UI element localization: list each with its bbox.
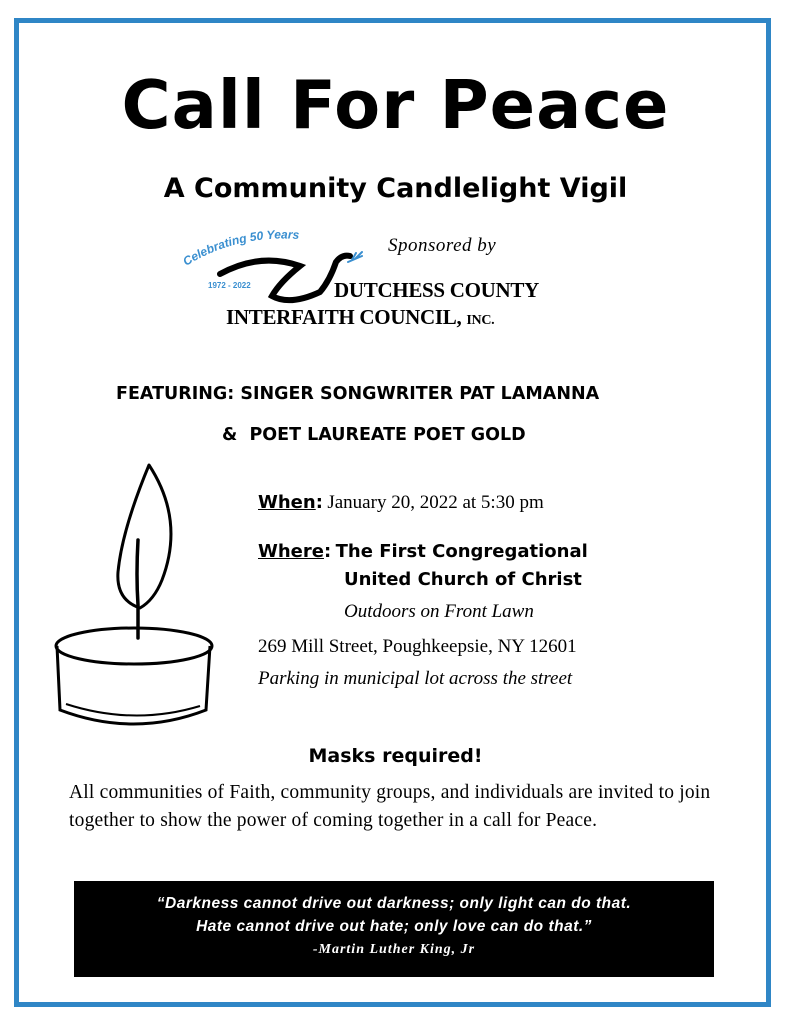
parking-note: Parking in municipal lot across the street — [258, 668, 573, 689]
when-value: January 20, 2022 at 5:30 pm — [327, 492, 544, 513]
page-title: Call For Peace — [121, 66, 670, 144]
invitation-text: All communities of Faith, community groups, and individuals are invited to join together to show the power of coming together in a call for Peace. — [69, 782, 711, 831]
candle-illustration — [50, 460, 220, 740]
featuring-performer-2: & POET LAUREATE POET GOLD — [222, 425, 526, 445]
quote-line2: Hate cannot drive out hate; only love can do that.” — [196, 918, 592, 935]
dove-swoosh — [220, 256, 350, 301]
logo-celebrating-text: Celebrating 50 Years — [180, 227, 300, 269]
where-label: Where — [258, 541, 324, 562]
quote-box — [74, 881, 714, 977]
page-subtitle: A Community Candlelight Vigil — [163, 173, 628, 204]
logo-years-text: 1972 - 2022 — [208, 281, 251, 290]
featuring-label: FEATURING: — [116, 384, 235, 404]
masks-required-notice: Masks required! — [308, 745, 483, 767]
when-label: When — [258, 492, 316, 513]
where-row: Where: The First Congregational — [258, 541, 588, 562]
featuring-line1 — [116, 384, 599, 404]
sponsored-by-label: Sponsored by — [388, 235, 497, 256]
org-name-line2 — [226, 305, 494, 330]
org-name-main: INTERFAITH COUNCIL, — [226, 305, 462, 329]
venue-line2: United Church of Christ — [344, 569, 582, 590]
venue-line1: The First Congregational — [335, 541, 588, 562]
featuring-performer-1: SINGER SONGWRITER PAT LAMANNA — [240, 384, 600, 404]
quote-attribution: -Martin Luther King, Jr — [312, 942, 476, 957]
quote-line1: “Darkness cannot drive out darkness; only light can do that. — [156, 895, 632, 912]
venue-note: Outdoors on Front Lawn — [344, 601, 534, 622]
venue-address: 269 Mill Street, Poughkeepsie, NY 12601 — [258, 636, 577, 657]
org-name-suffix: INC. — [466, 313, 495, 328]
org-name-line1: DUTCHESS COUNTY — [334, 278, 539, 302]
when-row: When: January 20, 2022 at 5:30 pm — [258, 492, 544, 513]
